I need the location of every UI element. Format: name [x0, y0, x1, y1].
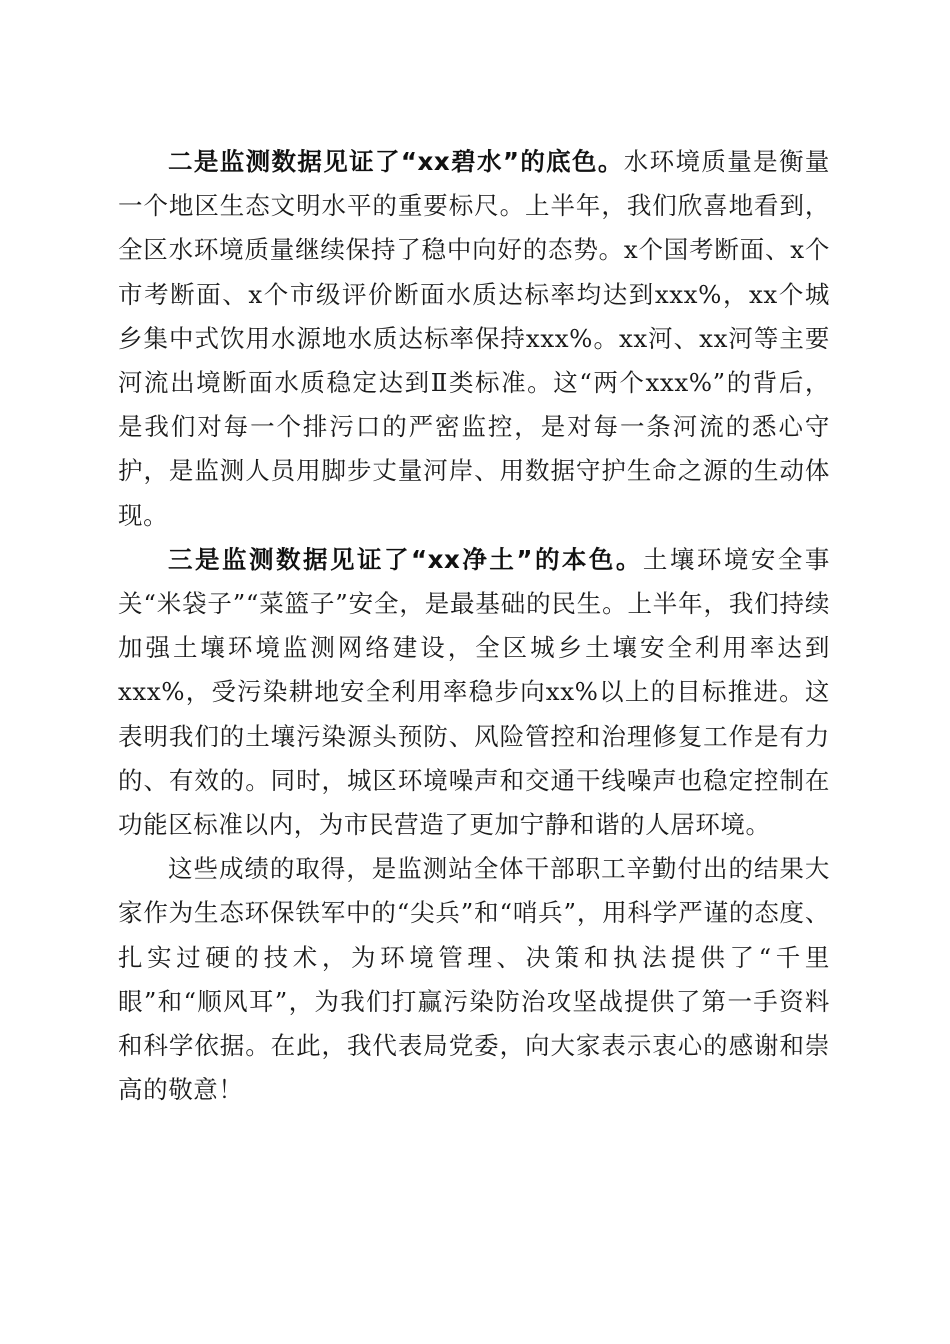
paragraph-body-text: 土壤环境安全事关“米袋子”“菜篮子”安全，是最基础的民生。上半年，我们持续加强土壤环境监测网络建设，全区城乡土壤安全利用率达到xxx%，受污染耕地安全利用率稳步向xx%以上的目标推进。这表明我们的土壤污染源头预防、风险管控和治理修复工作是有力的、有效的。同时，城区环境噪声和交通干线噪声也稳定控制在功能区标准以内，为市民营造了更加宁静和谐的人居环境。: [118, 544, 830, 840]
document-body: [118, 140, 830, 1112]
paragraph-soil-quality: [118, 538, 830, 847]
paragraph-water-quality: [118, 140, 830, 538]
paragraph-lead-heading: 二是监测数据见证了“xx碧水”的底色。: [168, 147, 624, 176]
paragraph-body-text: 水环境质量是衡量一个地区生态文明水平的重要标尺。上半年，我们欣喜地看到，全区水环境质量继续保持了稳中向好的态势。x个国考断面、x个市考断面、x个市级评价断面水质达标率均达到xxx%，xx个城乡集中式饮用水源地水质达标率保持xxx%。xx河、xx河等主要河流出境断面水质稳定达到Ⅱ类标准。这“两个xxx%”的背后，是我们对每一个排污口的严密监控，是对每一条河流的悉心守护，是监测人员用脚步丈量河岸、用数据守护生命之源的生动体现。: [118, 147, 830, 530]
paragraph-lead-heading: 三是监测数据见证了“xx净土”的本色。: [168, 544, 643, 574]
paragraph-acknowledgement: [118, 847, 830, 1112]
paragraph-body-text: 这些成绩的取得，是监测站全体干部职工辛勤付出的结果大家作为生态环保铁军中的“尖兵”和“哨兵”，用科学严谨的态度、扎实过硬的技术，为环境管理、决策和执法提供了“千里眼”和“顺风耳”，为我们打赢污染防治攻坚战提供了第一手资料和科学依据。在此，我代表局党委，向大家表示衷心的感谢和崇高的敬意！: [118, 854, 830, 1105]
